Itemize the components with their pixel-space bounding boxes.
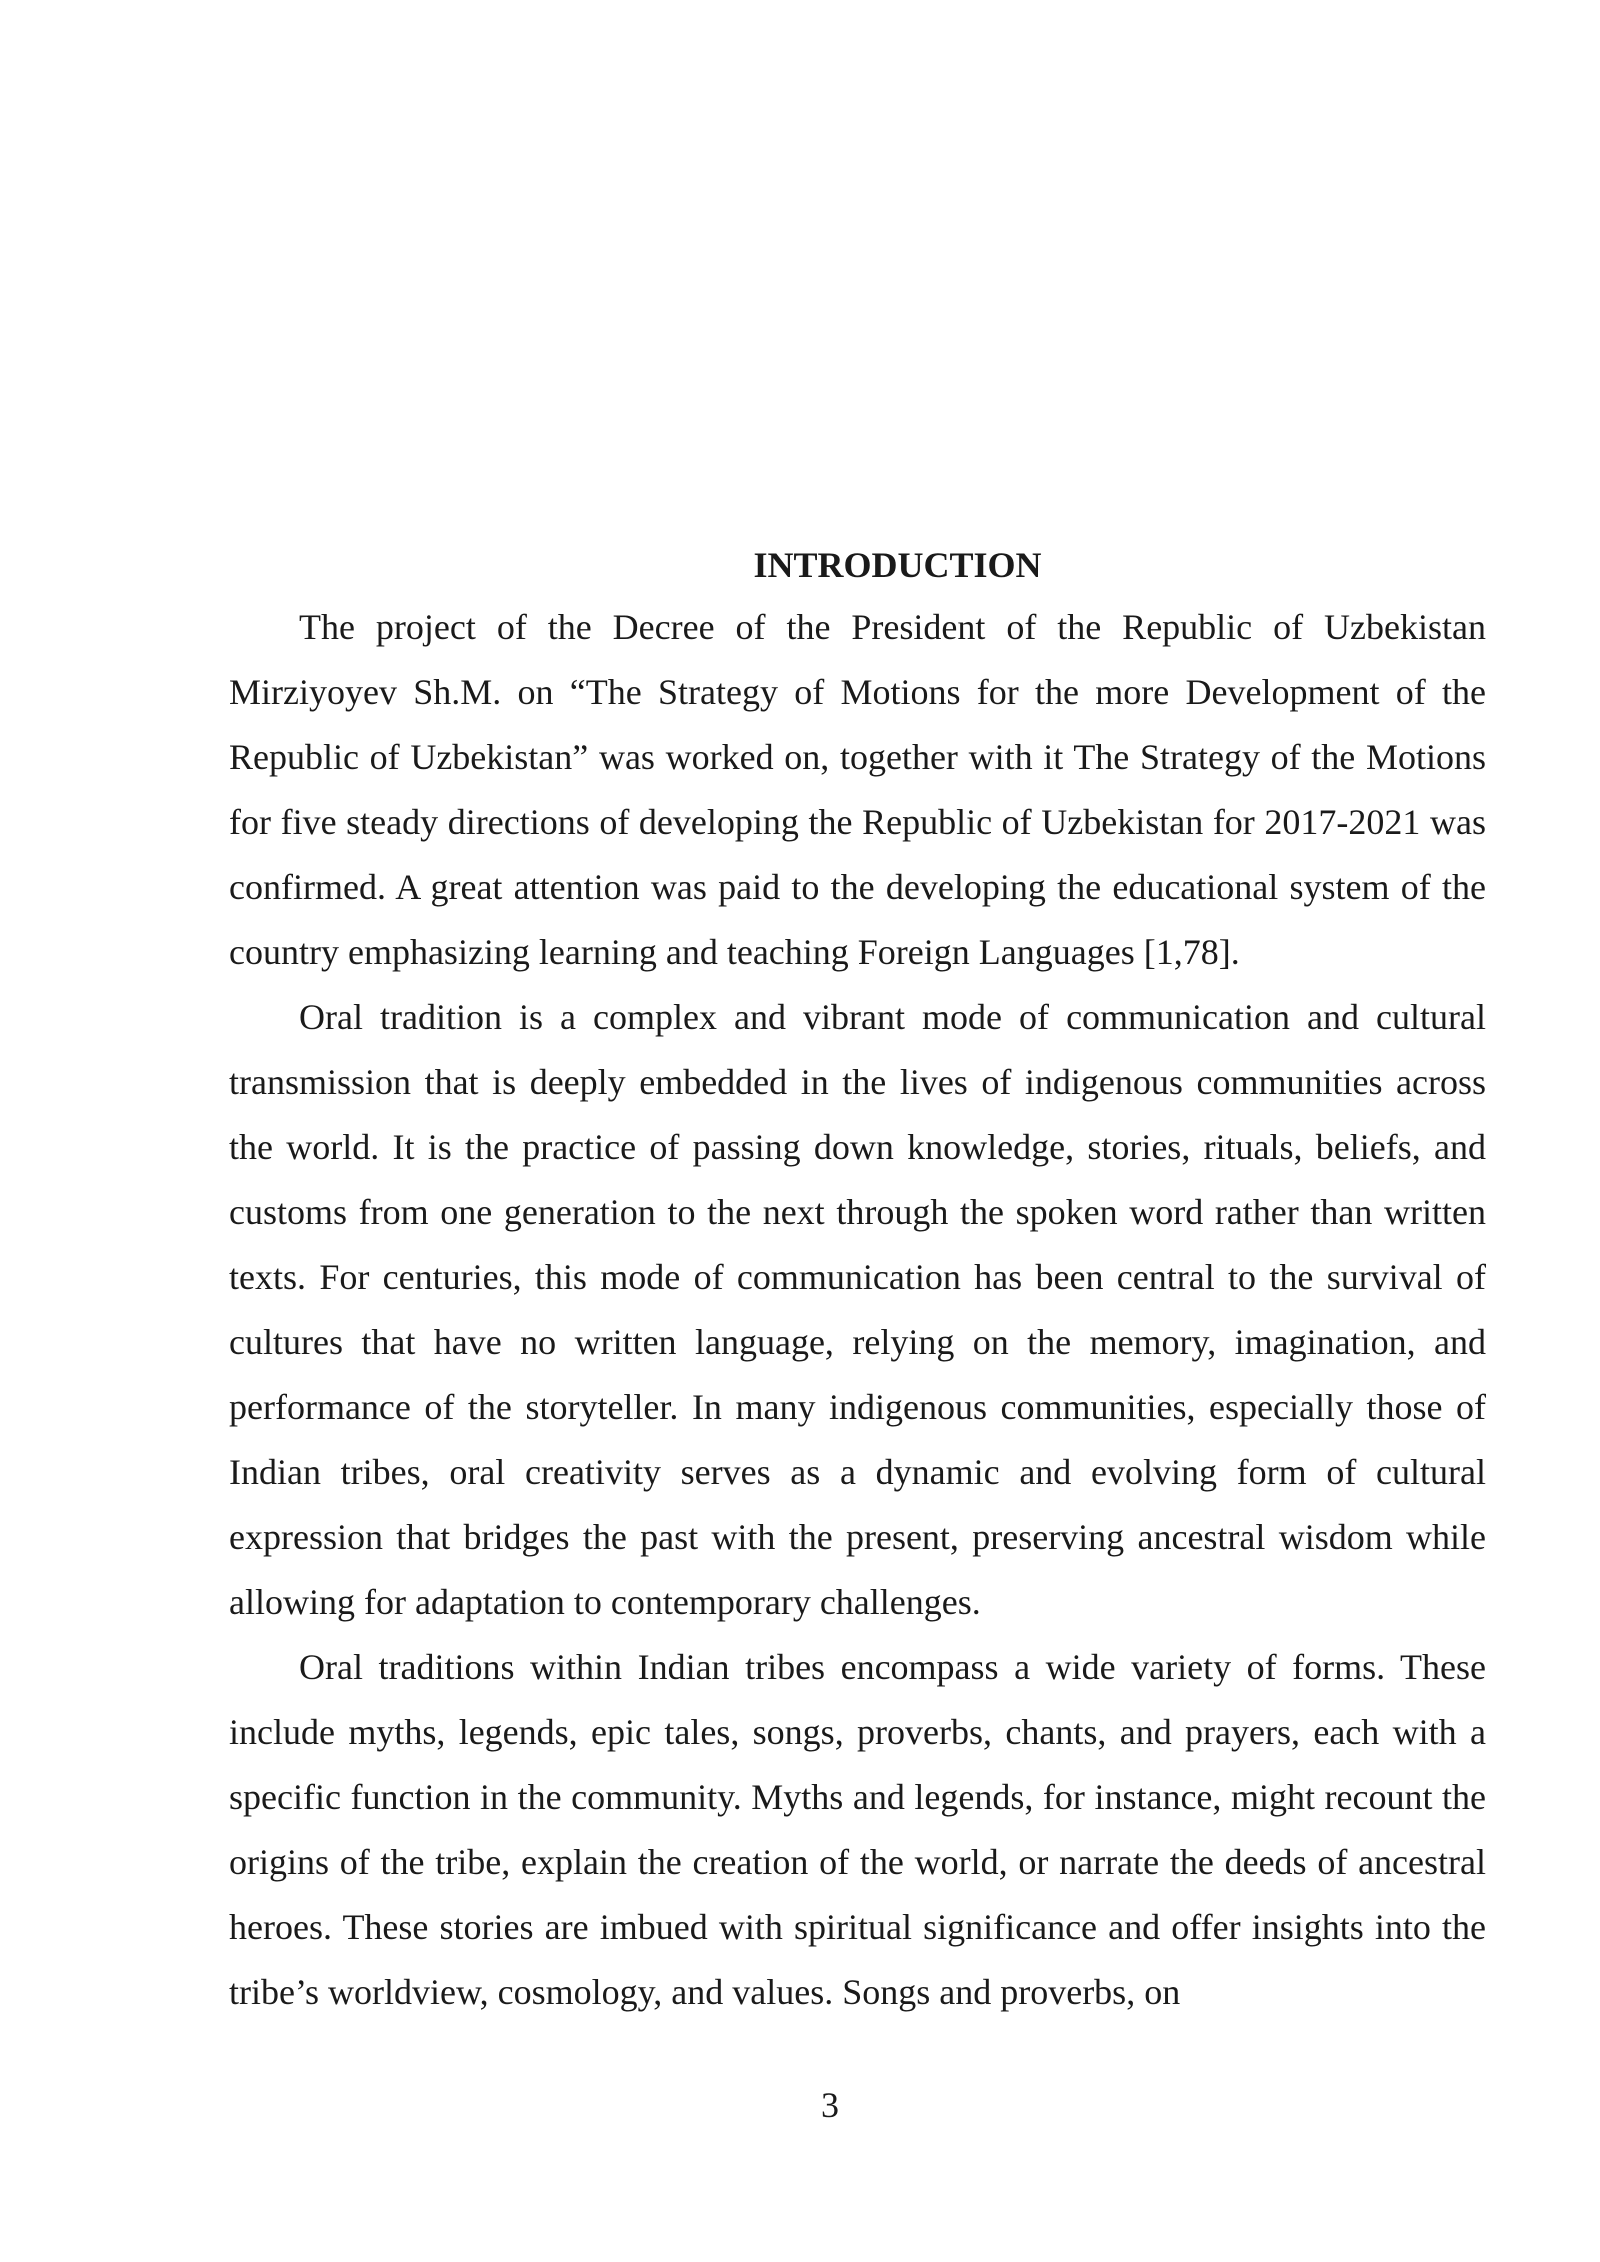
paragraph: Oral tradition is a complex and vibrant mode of communication and cultural transmission that is deeply embedded in the lives of indigenous communities across the world. It is the practice of passing down knowledge, stories, rituals, beliefs, and customs from one generation to the next through the spoken word rather than written texts. For centuries, this mode of communication has been central to the survival of cultures that have no written language, relying on the memory, imagination, and performance of the storyteller. In many indigenous communities, especially those of Indian tribes, oral creativity serves as a dynamic and evolving form of cultural expression that bridges the past with the present, preserving ancestral wisdom while allowing for adaptation to contemporary challenges. (229, 997, 1486, 1622)
paragraph: Oral traditions within Indian tribes encompass a wide variety of forms. These include myths, legends, epic tales, songs, proverbs, chants, and prayers, each with a specific function in the community. Myths and legends, for instance, might recount the origins of the tribe, explain the creation of the world, or narrate the deeds of ancestral heroes. These stories are imbued with spiritual significance and offer insights into the tribe’s worldview, cosmology, and values. Songs and proverbs, on (229, 1647, 1486, 2012)
page-body (229, 535, 1486, 2025)
page-number: 3 (821, 2085, 839, 2125)
paragraph: The project of the Decree of the President of the Republic of Uzbekistan Mirziyoyev Sh.M. on “The Strategy of Motions for the more Development of the Republic of Uzbekistan” was worked on, together with it The Strategy of the Motions for five steady directions of developing the Republic of Uzbekistan for 2017-2021 was confirmed. A great attention was paid to the developing the educational system of the country emphasizing learning and teaching Foreign Languages [1,78]. (229, 607, 1486, 972)
section-heading: INTRODUCTION (753, 545, 1042, 585)
